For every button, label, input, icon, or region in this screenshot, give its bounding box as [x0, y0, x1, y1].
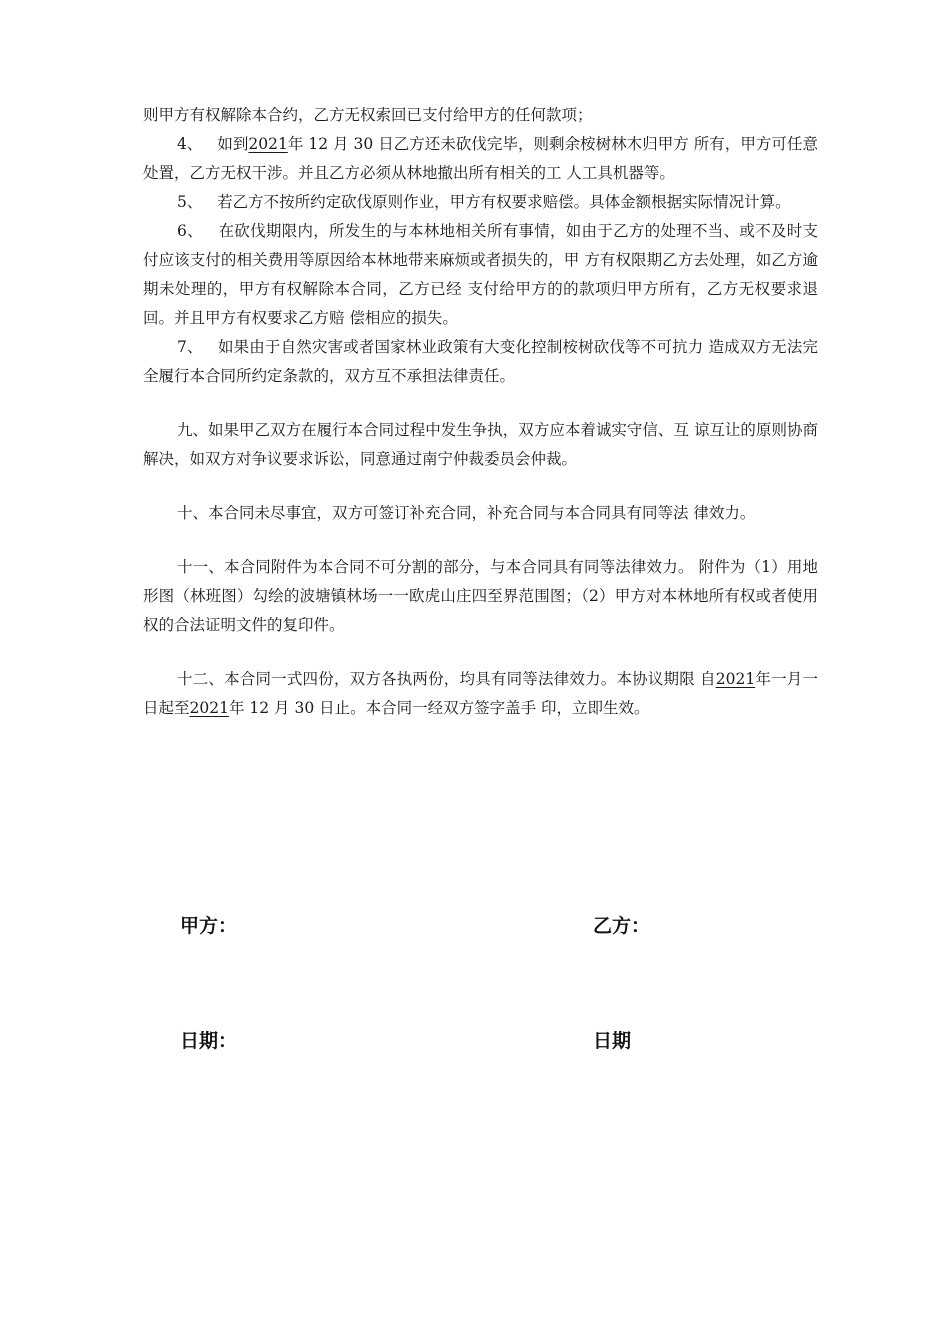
item-7	[143, 333, 818, 391]
item-7-text: 如果由于自然灾害或者国家林业政策有大变化控制桉树砍伐等不可抗力 造成双方无法完全履行本合同所约定条款的，双方互不承担法律责任。	[143, 338, 818, 385]
clause-12-pre: 十二、本合同一式四份，双方各执两份，均具有同等法律效力。本协议期限 自	[177, 670, 716, 688]
clause-tail	[143, 101, 818, 130]
party-b-signature-label: 乙方：	[593, 915, 651, 937]
item-7-number: 7、	[177, 338, 203, 356]
item-6	[143, 217, 818, 333]
item-5-number: 5、	[177, 193, 203, 211]
item-4-year: 2021	[248, 135, 288, 153]
item-5-text: 若乙方不按所约定砍伐原则作业，甲方有权要求赔偿。具体金额根据实际情况计算。	[217, 193, 791, 211]
clause-12	[143, 665, 818, 723]
item-4	[143, 130, 818, 188]
party-a-signature-label: 甲方：	[180, 915, 238, 937]
item-6-text: 在砍伐期限内，所发生的与本林地相关所有事情，如由于乙方的处理不当、或不及时支付应该支付的相关费用等原因给本林地带来麻烦或者损失的，甲 方有权限期乙方去处理，如乙方逾期未处理的，甲方有权解除本合同，乙方已经 支付给甲方的的款项归甲方所有，乙方无权要求退回。并且甲方有权要求乙方赔 偿相应的损失。	[143, 222, 819, 327]
clause-12-post: 年 12 月 30 日止。本合同一经双方签字盖手 印，立即生效。	[228, 699, 650, 717]
item-6-number: 6、	[177, 222, 203, 240]
contract-body	[143, 101, 818, 723]
clause-12-year-start: 2021	[715, 670, 756, 688]
clause-11	[143, 553, 818, 640]
clause-11-text: 十一、本合同附件为本合同不可分割的部分，与本合同具有同等法律效力。 附件为（1）用地形图（林班图）勾绘的波塘镇林场一一欧虎山庄四至界范围图；（2）甲方对本林地所有权或者使用权的合法证明文件的复印件。	[143, 558, 818, 634]
clause-12-year-end: 2021	[189, 699, 229, 717]
item-4-post: 年 12 月 30 日乙方还未砍伐完毕，则剩余桉树林木归甲方 所有，甲方可任意处置，乙方无权干涉。并且乙方必须从林地撤出所有相关的工 人工具机器等。	[143, 135, 818, 182]
clause-12-mid: 年一月一日起至	[143, 670, 818, 717]
party-b-date-label: 日期	[593, 1030, 632, 1052]
clause-tail-text: 则甲方有权解除本合约，乙方无权索回已支付给甲方的任何款项；	[143, 106, 593, 124]
item-4-number: 4、	[177, 135, 203, 153]
clause-9	[143, 416, 818, 474]
party-a-date-label: 日期：	[180, 1030, 238, 1052]
item-4-pre: 如到	[217, 135, 249, 153]
clause-10	[143, 499, 818, 528]
clause-10-text: 十、本合同未尽事宜，双方可签订补充合同，补充合同与本合同具有同等法 律效力。	[177, 504, 756, 522]
item-5	[143, 188, 818, 217]
clause-9-text: 九、如果甲乙双方在履行本合同过程中发生争执，双方应本着诚实守信、互 谅互让的原则协商解决，如双方对争议要求诉讼，同意通过南宁仲裁委员会仲裁。	[143, 421, 818, 468]
